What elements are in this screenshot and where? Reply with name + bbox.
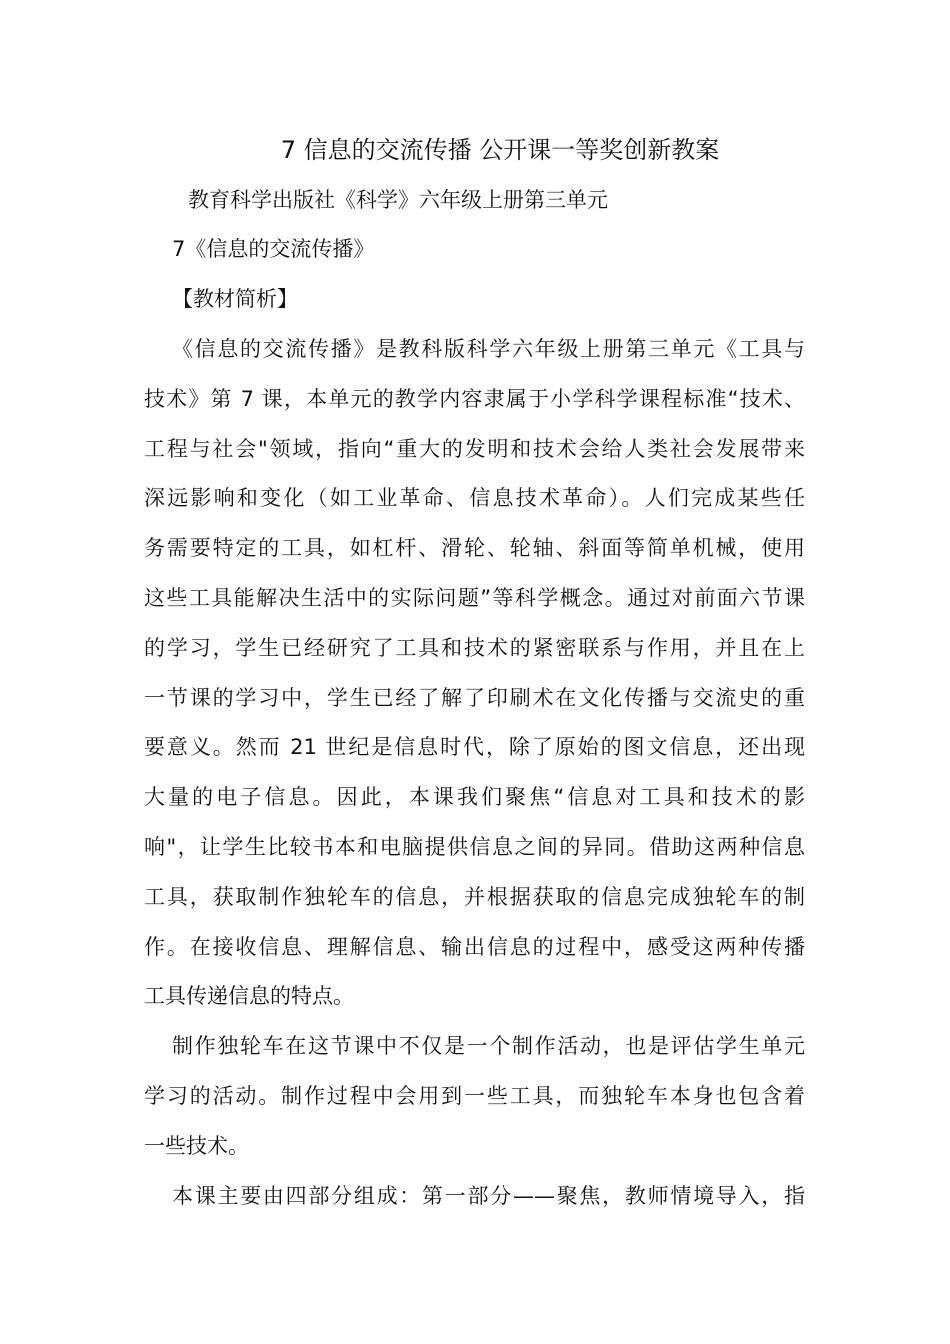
paragraph-line: 制作独轮车在这节课中不仅是一个制作活动，也是评估学生单元	[172, 1034, 805, 1059]
document-subtitle: 教育科学出版社《科学》六年级上册第三单元	[188, 188, 608, 212]
paragraph-line: 一些技术。	[144, 1133, 249, 1158]
paragraph-line: 作。在接收信息、理解信息、输出信息的过程中，感受这两种传播	[144, 934, 805, 959]
paragraph-line: 学习的活动。制作过程中会用到一些工具，而独轮车本身也包含着	[144, 1084, 805, 1108]
paragraph-line: 响"，让学生比较书本和电脑提供信息之间的异同。借助这两种信息	[144, 835, 805, 859]
paragraph-line: 本课主要由四部分组成：第一部分——聚焦，教师情境导入，指	[172, 1183, 805, 1208]
paragraph-line: 大量的电子信息。因此，本课我们聚焦“信息对工具和技术的影	[144, 785, 805, 810]
paragraph-line: 务需要特定的工具，如杠杆、滑轮、轮轴、斜面等简单机械，使用	[144, 536, 805, 561]
paragraph-line: 工具，获取制作独轮车的信息，并根据获取的信息完成独轮车的制	[144, 884, 805, 909]
document-title: 7 信息的交流传播 公开课一等奖创新教案	[280, 136, 720, 164]
paragraph-line: 深远影响和变化（如工业革命、信息技术革命）。人们完成某些任	[144, 486, 805, 511]
lesson-title: 7《信息的交流传播》	[172, 237, 375, 261]
paragraph-line: 工具传递信息的特点。	[144, 984, 354, 1009]
paragraph-line: 这些工具能解决生活中的实际问题”等科学概念。通过对前面六节课	[144, 586, 805, 610]
paragraph-line: 工程与社会"领域，指向“重大的发明和技术会给人类社会发展带来	[144, 436, 805, 461]
paragraph-line: 《信息的交流传播》是教科版科学六年级上册第三单元《工具与	[172, 337, 805, 361]
paragraph-line: 一节课的学习中，学生已经了解了印刷术在文化传播与交流史的重	[144, 685, 805, 710]
paragraph-line: 的学习，学生已经研究了工具和技术的紧密联系与作用，并且在上	[144, 635, 805, 660]
section-heading: 【教材简析】	[172, 287, 298, 311]
paragraph-line: 要意义。然而 21 世纪是信息时代，除了原始的图文信息，还出现	[144, 735, 805, 760]
paragraph-line: 技术》第 7 课，本单元的教学内容隶属于小学科学课程标准“技术、	[144, 386, 805, 411]
